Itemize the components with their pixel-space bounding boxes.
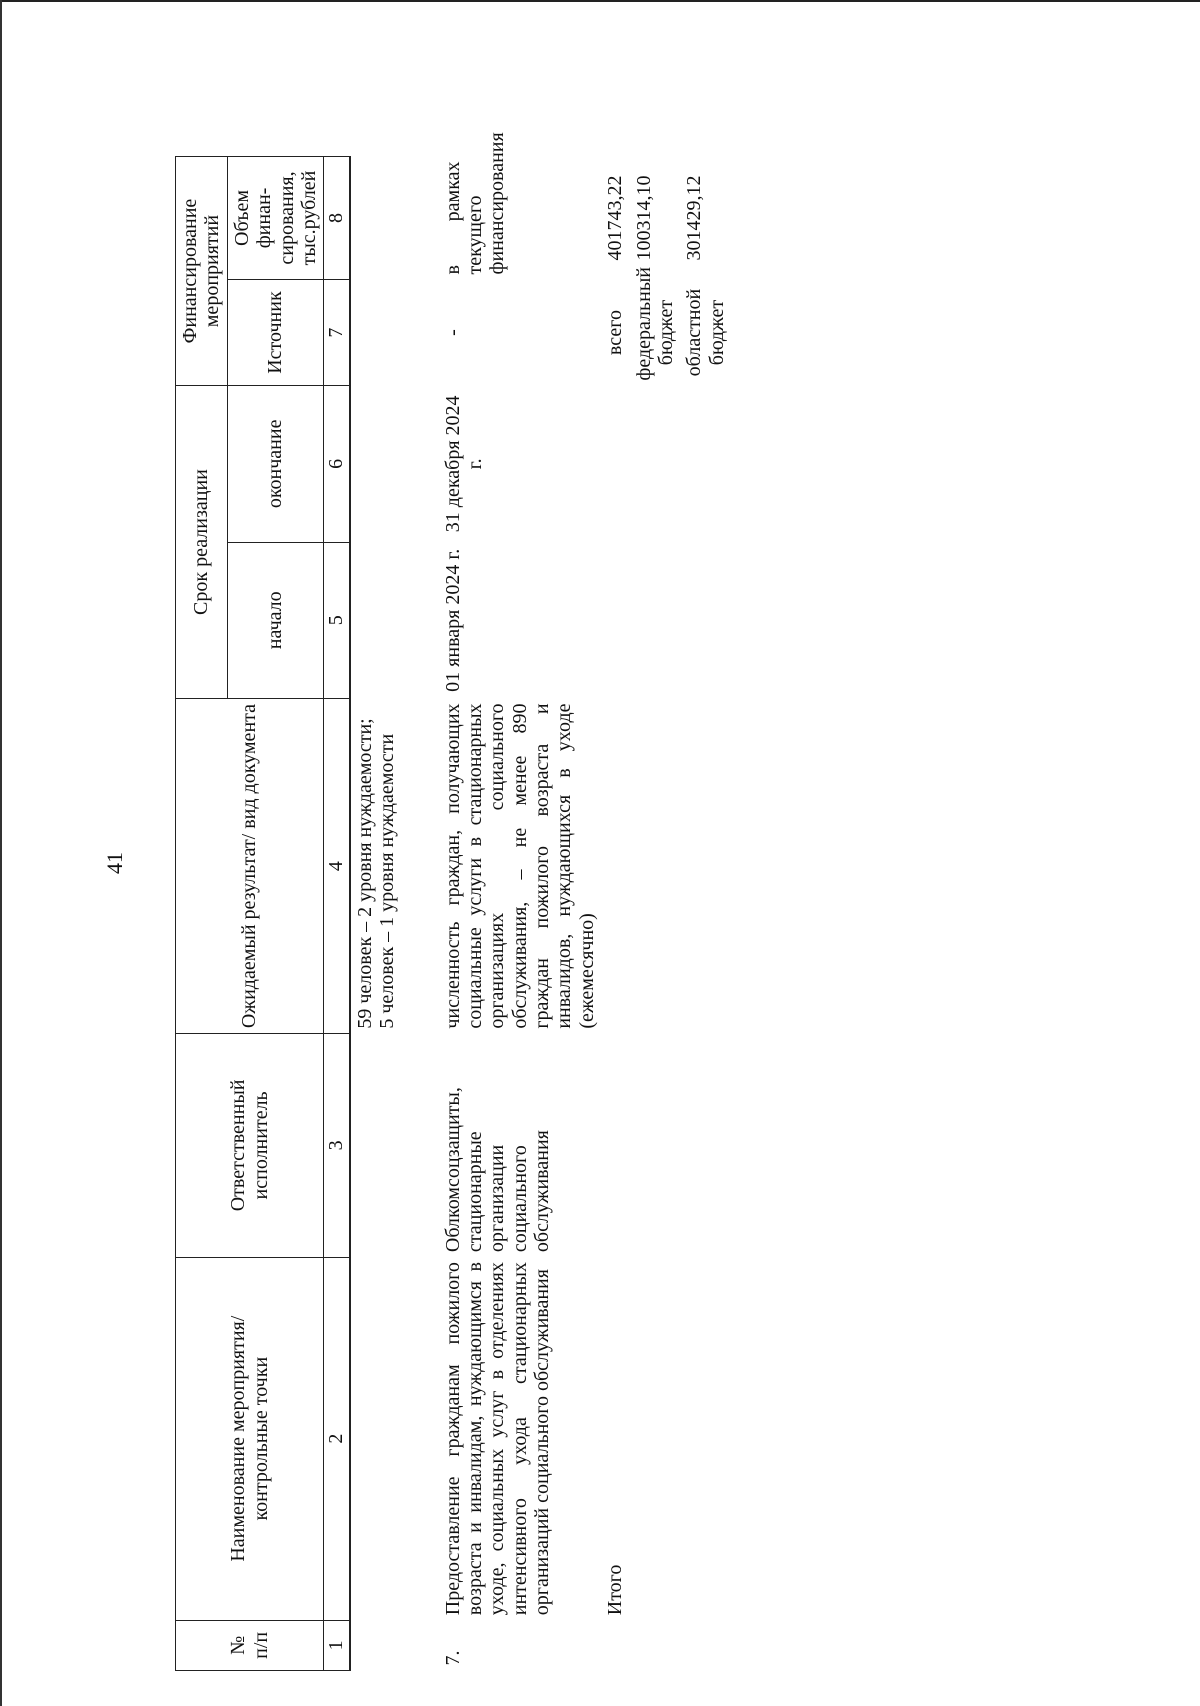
item7-name: Предоставление гражданам пожилого возраста и инвалидам, нуждающимся в уходе, социальных услуг в отделениях интенсивного ухода стационарных организаций социального обслуживания <box>441 1262 554 1616</box>
item7-result: численность граждан, получающих социальные услуги в стационарных организациях социального обслуживания, – не менее 890 граждан пожилого возраста и инвалидов, нуждающихся в уходе (ежемесячно) <box>441 703 598 1029</box>
header-num: № п/п <box>176 1620 324 1670</box>
col-number-2: 2 <box>324 1257 350 1620</box>
header-term-end: окончание <box>227 386 324 542</box>
continuation-line-1: 59 человек – 2 уровня нуждаемости; <box>353 718 376 1029</box>
item7-executor: Облкомсоцзащиты, стационарные организации социального обслуживания <box>441 1087 554 1253</box>
col-number-8: 8 <box>324 157 350 280</box>
item7-source: - <box>441 329 464 336</box>
page-number: 41 <box>102 852 127 874</box>
col-number-4: 4 <box>324 698 350 1033</box>
col-number-7: 7 <box>324 279 350 385</box>
total-label: Итого <box>604 1564 627 1616</box>
item7-end: 31 декабря 2024 г. <box>441 395 486 533</box>
table-row-federal <box>630 157 681 1671</box>
program-table <box>175 132 731 1671</box>
total-amount-2: 301429,12 <box>683 175 706 261</box>
item7-num: 7. <box>441 1650 464 1666</box>
item7-amount: в рамках текущего финансирования <box>441 132 509 275</box>
table-row-continuation <box>350 157 402 1671</box>
item7-start: 01 января 2024 г. <box>441 548 464 692</box>
col-number-3: 3 <box>324 1034 350 1257</box>
total-source-0: всего <box>604 310 627 356</box>
table-row-total <box>601 157 629 1671</box>
total-amount-1: 100314,10 <box>632 175 655 261</box>
continuation-line-2: 5 человек – 1 уровня нуждаемости <box>376 733 399 1029</box>
total-amount-0: 401743,22 <box>604 175 627 261</box>
header-term-start: начало <box>227 542 324 698</box>
total-source-2: областной бюджет <box>683 288 728 377</box>
header-executor: Ответственный исполнитель <box>176 1034 324 1257</box>
col-number-5: 5 <box>324 542 350 698</box>
header-term: Срок реализации <box>176 386 228 699</box>
table-row-regional <box>680 157 731 1671</box>
col-number-6: 6 <box>324 386 350 542</box>
header-name: Наименование мероприятия/ контрольные точки <box>176 1257 324 1620</box>
header-result: Ожидаемый результат/ вид документа <box>176 698 324 1033</box>
table-row-item-7 <box>402 157 602 1671</box>
total-source-1: федеральный бюджет <box>632 267 678 381</box>
header-source: Источник <box>227 279 324 385</box>
continuation-result <box>350 698 402 1033</box>
col-number-1: 1 <box>324 1620 350 1670</box>
header-finance: Финансирование мероприятий <box>176 157 228 386</box>
header-amount: Объем финан-сирования, тыс.рублей <box>227 157 324 280</box>
